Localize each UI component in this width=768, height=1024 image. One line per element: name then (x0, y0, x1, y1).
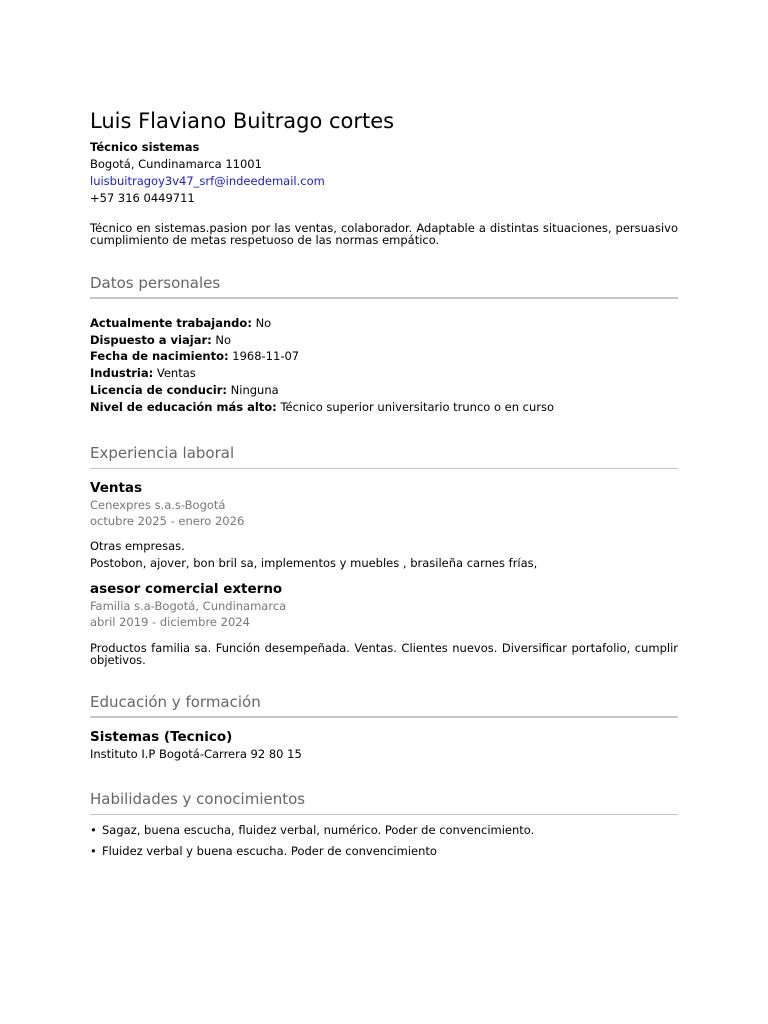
personal-label: Fecha de nacimiento: (90, 349, 229, 363)
section-divider (90, 814, 678, 815)
personal-item (90, 366, 196, 381)
education-degree: Sistemas (Tecnico) (90, 729, 233, 745)
section-divider (90, 716, 678, 718)
candidate-email-link[interactable]: luisbuitragoy3v47_srf@indeedemail.com (90, 174, 325, 188)
section-title-skills: Habilidades y conocimientos (90, 790, 306, 808)
skill-list-item (90, 844, 437, 859)
skill-text: Sagaz, buena escucha, fluidez verbal, numérico. Poder de convencimiento. (102, 823, 535, 837)
personal-value: No (255, 316, 272, 330)
personal-value: Técnico superior universitario trunco o en curso (280, 400, 555, 414)
bullet-icon: • (90, 844, 97, 858)
candidate-headline: Técnico sistemas (90, 140, 200, 154)
candidate-phone: +57 316 0449711 (90, 191, 195, 205)
section-title-education: Educación y formación (90, 693, 261, 711)
summary-paragraph: Técnico en sistemas.pasion por las ventas, colaborador. Adaptable a distintas situaciones, persuasivo cumplimiento de metas respetuoso de las normas empático. (90, 221, 678, 247)
job-description: Productos familia sa. Función desempeñada. Ventas. Clientes nuevos. Diversificar portafolio, cumplir objetivos. (90, 641, 678, 667)
personal-value: Ventas (156, 366, 196, 380)
personal-label: Actualmente trabajando: (90, 316, 252, 330)
personal-label: Licencia de conducir: (90, 383, 227, 397)
job-dates: abril 2019 - diciembre 2024 (90, 615, 250, 629)
candidate-name: Luis Flaviano Buitrago cortes (90, 109, 395, 133)
job-description: Postobon, ajover, bon bril sa, implementos y muebles , brasileña carnes frías, (90, 556, 538, 570)
skill-text: Fluidez verbal y buena escucha. Poder de convencimiento (102, 844, 437, 858)
personal-item (90, 383, 279, 398)
personal-label: Industria: (90, 366, 154, 380)
personal-item (90, 316, 271, 331)
job-company: Cenexpres s.a.s-Bogotá (90, 498, 226, 512)
section-divider (90, 468, 678, 469)
job-title: Ventas (90, 480, 143, 496)
personal-value: No (215, 333, 232, 347)
bullet-icon: • (90, 823, 97, 837)
section-divider (90, 297, 678, 299)
section-title-personal: Datos personales (90, 274, 221, 292)
job-description: Otras empresas. (90, 539, 185, 553)
section-title-experience: Experiencia laboral (90, 444, 235, 462)
job-dates: octubre 2025 - enero 2026 (90, 514, 245, 528)
personal-item (90, 349, 299, 364)
personal-label: Dispuesto a viajar: (90, 333, 212, 347)
personal-value: 1968-11-07 (232, 349, 300, 363)
personal-item (90, 400, 554, 415)
personal-item (90, 333, 231, 348)
skill-list-item (90, 823, 534, 838)
job-company: Familia s.a-Bogotá, Cundinamarca (90, 599, 287, 613)
education-school: Instituto I.P Bogotá-Carrera 92 80 15 (90, 747, 302, 761)
personal-value: Ninguna (230, 383, 279, 397)
personal-label: Nivel de educación más alto: (90, 400, 277, 414)
candidate-location: Bogotá, Cundinamarca 11001 (90, 157, 262, 171)
job-title: asesor comercial externo (90, 581, 283, 597)
